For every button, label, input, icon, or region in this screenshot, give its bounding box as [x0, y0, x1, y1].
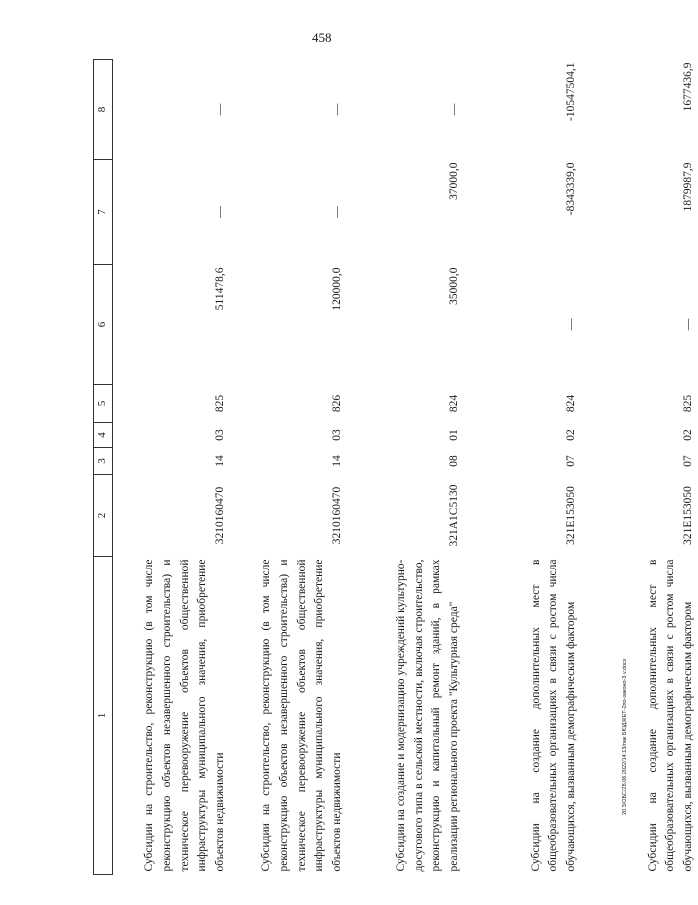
row-pr: 02 [682, 429, 695, 441]
row-csr: 321A1C5130 [448, 484, 461, 547]
header-cell: 4 [94, 423, 113, 448]
row-rz: 14 [331, 455, 344, 467]
row-col6: — [682, 318, 695, 331]
header-cell: 2 [94, 475, 113, 557]
row-col6: 35000,0 [448, 267, 461, 305]
header-cell: 1 [94, 557, 113, 875]
table-row [581, 60, 698, 875]
row-name: Субсидии на создание дополнительных мест в общеобразовательных организациях в связи с ростом числа обучающихся, вызванным демографическим фактором [529, 559, 578, 872]
row-csr: 3210160470 [214, 486, 227, 545]
row-name: Субсидии на строительство, реконструкцию (в том числе реконструкцию объектов незавершенного строительства) и техническое перевооружение объектов общественной инфраструктуры муниципального значения, приобретение объектов недвижимости [142, 559, 227, 872]
row-rz: 07 [565, 455, 578, 467]
page-number: 458 [312, 30, 332, 45]
row-name: Субсидии на строительство, реконструкцию (в том числе реконструкцию объектов незавершенного строительства) и техническое перевооружение объектов общественной инфраструктуры муниципального значения, приобретение объектов недвижимости [259, 559, 344, 872]
header-cell: 3 [94, 448, 113, 475]
row-pr: 03 [331, 429, 344, 441]
table-row [347, 60, 464, 875]
row-col7: 37000,0 [448, 162, 461, 200]
row-col6: 120000,0 [331, 267, 344, 311]
row-rz: 14 [214, 455, 227, 467]
row-rz: 07 [682, 455, 695, 467]
header-row [94, 60, 113, 875]
table-row [464, 60, 581, 875]
budget-table [93, 59, 698, 875]
header-cell: 8 [94, 60, 113, 160]
header-cell: 5 [94, 385, 113, 423]
row-csr: 321E153050 [682, 486, 695, 545]
header-cell: 7 [94, 160, 113, 265]
table-row [113, 60, 231, 875]
row-col8: — [448, 103, 461, 116]
row-rz: 08 [448, 455, 461, 467]
row-pr: 01 [448, 429, 461, 441]
row-col8: — [331, 103, 344, 116]
footer-note-text: 20.3/ОБС/28.06.2022/14:13/пак БЮДЖЕТ-2по-законо-3 v.docx [622, 658, 628, 815]
row-col7: — [331, 206, 344, 218]
row-col8: — [214, 103, 227, 116]
row-name: Субсидии на создание и модернизацию учреждений культурно-досугового типа в сельской местности, включая строительство, реконструкцию и капитальный ремонт зданий, в рамках реализации регионального проекта "Культурная среда" [394, 559, 461, 872]
row-vr: 824 [448, 394, 461, 413]
row-vr: 826 [331, 394, 344, 413]
row-col6: — [565, 318, 578, 331]
table-row [230, 60, 347, 875]
row-col7: -8343339,0 [565, 162, 578, 216]
row-vr: 825 [214, 394, 227, 413]
row-pr: 02 [565, 429, 578, 441]
row-name: Субсидии на создание дополнительных мест в общеобразовательных организациях в связи с ростом числа обучающихся, вызванным демографическим фактором [646, 559, 695, 872]
row-col7: 1879987,9 [682, 162, 695, 212]
row-csr: 321E153050 [565, 486, 578, 545]
row-vr: 824 [565, 394, 578, 413]
row-csr: 3210160470 [331, 486, 344, 545]
row-col8: 1677436,9 [682, 62, 695, 112]
row-vr: 825 [682, 394, 695, 413]
row-col6: 511478,6 [214, 267, 227, 311]
row-col8: -10547504,1 [565, 62, 578, 121]
row-pr: 03 [214, 429, 227, 441]
header-cell: 6 [94, 265, 113, 385]
row-col7: — [214, 206, 227, 218]
